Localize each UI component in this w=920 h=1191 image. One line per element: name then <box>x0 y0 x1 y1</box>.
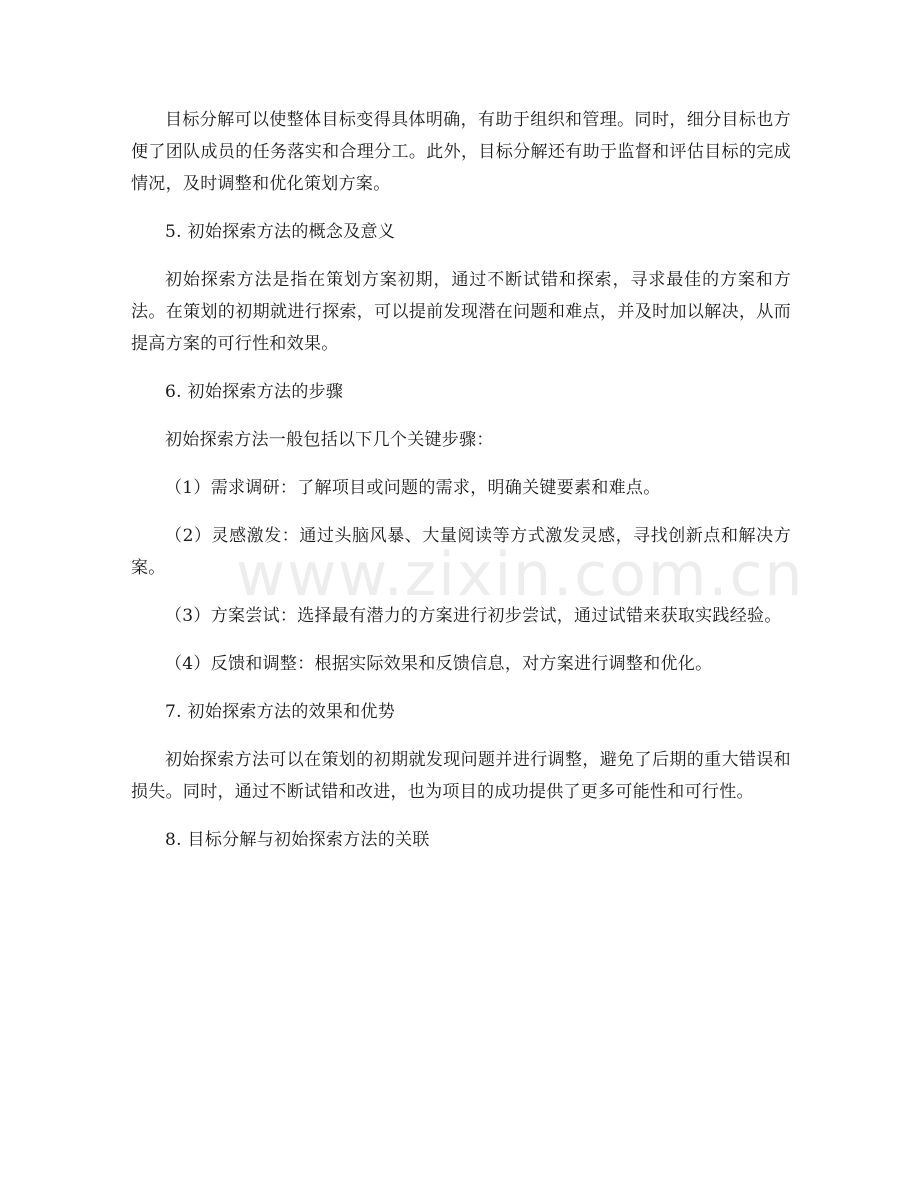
paragraph-goal-decomposition-benefits: 目标分解可以使整体目标变得具体明确，有助于组织和管理。同时，细分目标也方便了团队成员的任务落实和合理分工。此外，目标分解还有助于监督和评估目标的完成情况，及时调整和优化策划方案。 <box>131 110 791 194</box>
document-body <box>131 104 791 872</box>
list-item-step-2: （2）灵感激发：通过头脑风暴、大量阅读等方式激发灵感，寻找创新点和解决方案。 <box>131 526 791 578</box>
section-heading-5: 5. 初始探索方法的概念及意义 <box>165 222 396 242</box>
paragraph-initial-exploration-concept: 初始探索方法是指在策划方案初期，通过不断试错和探索，寻求最佳的方案和方法。在策划的初期就进行探索，可以提前发现潜在问题和难点，并及时加以解决，从而提高方案的可行性和效果。 <box>131 270 791 354</box>
paragraph-steps-intro: 初始探索方法一般包括以下几个关键步骤： <box>165 430 494 450</box>
section-heading-8: 8. 目标分解与初始探索方法的关联 <box>165 830 430 850</box>
list-item-step-3: （3）方案尝试：选择最有潜力的方案进行初步尝试，通过试错来获取实践经验。 <box>165 606 782 626</box>
paragraph-effects-advantages: 初始探索方法可以在策划的初期就发现问题并进行调整，避免了后期的重大错误和损失。同时，通过不断试错和改进，也为项目的成功提供了更多可能性和可行性。 <box>131 750 791 802</box>
section-heading-6: 6. 初始探索方法的步骤 <box>165 382 344 402</box>
list-item-step-1: （1）需求调研：了解项目或问题的需求，明确关键要素和难点。 <box>165 478 661 498</box>
section-heading-7: 7. 初始探索方法的效果和优势 <box>165 702 396 722</box>
watermark: www.zixin.com.cn <box>236 540 805 610</box>
list-item-step-4: （4）反馈和调整：根据实际效果和反馈信息，对方案进行调整和优化。 <box>165 654 713 674</box>
